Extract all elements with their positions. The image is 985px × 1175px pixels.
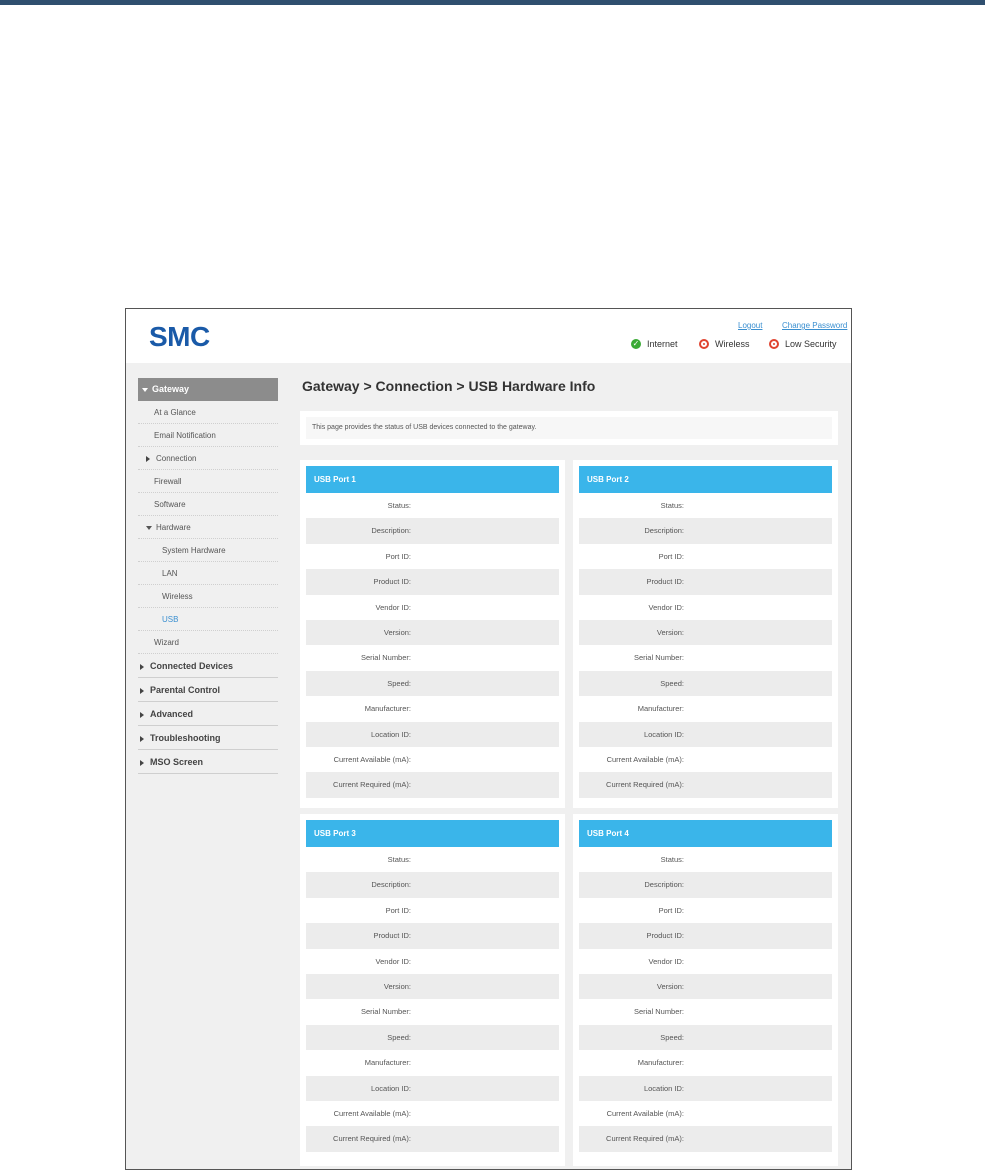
sidebar-item-label: Gateway [152,384,190,394]
chevron-down-icon [142,388,148,392]
field-row [306,898,559,923]
field-row [306,1126,559,1151]
field-label: Product ID: [373,931,411,941]
field-label: Status: [387,855,411,864]
change-password-link[interactable]: Change Password [782,321,848,330]
field-label: Status: [660,501,684,510]
sidebar-item-connected-devices[interactable] [138,654,278,678]
field-label: Vendor ID: [375,602,411,612]
field-row [579,747,832,772]
field-label: Manufacturer: [637,704,684,714]
sidebar-item-label: MSO Screen [150,757,204,767]
field-row [306,923,559,948]
field-row [306,949,559,974]
status-security-label: Low Security [785,339,837,349]
field-row [579,949,832,974]
field-row [579,872,832,897]
usb-port-4-card [573,814,838,1166]
sidebar-item-usb[interactable]: USB [138,608,278,631]
field-label: Status: [387,501,411,510]
field-row [306,872,559,897]
field-row [306,544,559,569]
warning-ring-icon [769,339,779,349]
field-label: Description: [371,880,411,890]
field-label: Status: [660,855,684,864]
field-label: Current Required (mA): [333,780,411,790]
chevron-right-icon [146,456,150,462]
field-label: Location ID: [370,729,411,739]
status-wireless [699,339,750,349]
field-row [579,1076,832,1101]
sidebar-item-software[interactable]: Software [138,493,278,516]
field-label: Vendor ID: [648,602,684,612]
field-row [579,595,832,620]
field-row [306,518,559,543]
usb-port-3-card [300,814,565,1166]
sidebar-item-lan[interactable]: LAN [138,562,278,585]
field-label: Current Required (mA): [606,780,684,790]
field-row [579,544,832,569]
chevron-right-icon [140,664,144,670]
field-row [306,620,559,645]
sidebar-item-label: Parental Control [150,685,221,695]
field-row [306,1076,559,1101]
field-row [306,772,559,797]
field-row [579,974,832,999]
field-row [579,569,832,594]
sidebar-item-label: Advanced [150,709,194,719]
check-icon: ✓ [632,339,640,348]
status-internet [631,339,678,349]
sidebar-item-hardware[interactable] [138,516,278,539]
field-row [306,1050,559,1075]
field-label: Location ID: [643,1083,684,1093]
field-label: Speed: [660,678,684,688]
field-label: Port ID: [385,905,411,915]
chevron-down-icon [146,526,152,530]
field-label: Version: [383,981,411,991]
field-label: Current Available (mA): [333,1108,411,1118]
field-label: Current Available (mA): [606,754,684,764]
field-row [306,645,559,670]
info-text: This page provides the status of USB devices connected to the gateway. [306,417,832,439]
field-row [306,1025,559,1050]
status-security [769,339,837,349]
field-row [306,847,559,872]
status-wireless-label: Wireless [715,339,750,349]
page-title: Gateway > Connection > USB Hardware Info [302,378,596,394]
main-area [126,363,851,1169]
sidebar-item-system-hardware[interactable]: System Hardware [138,539,278,562]
field-row [306,595,559,620]
field-row [579,1101,832,1126]
field-row [579,671,832,696]
field-label: Current Available (mA): [333,754,411,764]
field-row [306,696,559,721]
sidebar-item-label: Connection [156,454,197,463]
usb-port-1-card [300,460,565,808]
field-row [579,620,832,645]
sidebar-item-troubleshooting[interactable] [138,726,278,750]
field-label: Current Available (mA): [606,1108,684,1118]
field-label: Speed: [387,678,411,688]
field-row [306,569,559,594]
field-label: Current Required (mA): [606,1134,684,1144]
field-row [579,696,832,721]
status-internet-label: Internet [647,339,678,349]
sidebar-item-connection[interactable] [138,447,278,470]
smc-logo: SMC [149,321,210,352]
field-row [306,493,559,518]
logout-link[interactable]: Logout [738,321,763,330]
field-row [579,847,832,872]
field-label: Product ID: [646,577,684,587]
info-panel [300,411,838,445]
sidebar-item-parental-control[interactable] [138,678,278,702]
field-label: Description: [644,526,684,536]
sidebar-item-at-a-glance[interactable]: At a Glance [138,401,278,424]
field-label: Product ID: [646,931,684,941]
field-label: Location ID: [370,1083,411,1093]
field-label: Version: [656,627,684,637]
field-row [579,999,832,1024]
field-row [579,1050,832,1075]
field-label: Location ID: [643,729,684,739]
field-label: Speed: [387,1032,411,1042]
sidebar-item-label: Troubleshooting [150,733,221,743]
field-label: Version: [656,981,684,991]
field-label: Speed: [660,1032,684,1042]
field-label: Description: [371,526,411,536]
field-label: Serial Number: [633,653,684,663]
field-label: Manufacturer: [364,1058,411,1068]
usb-port-1-header: USB Port 1 [306,466,559,493]
top-rule [0,0,985,5]
usb-port-3-header: USB Port 3 [306,820,559,847]
sidebar-item-label: Connected Devices [150,661,234,671]
field-row [579,645,832,670]
chevron-right-icon [140,760,144,766]
field-label: Product ID: [373,577,411,587]
usb-port-2-card [573,460,838,808]
field-label: Current Required (mA): [333,1134,411,1144]
field-label: Version: [383,627,411,637]
field-row [579,493,832,518]
field-label: Vendor ID: [375,956,411,966]
field-row [579,898,832,923]
usb-port-4-header: USB Port 4 [579,820,832,847]
field-row [579,1126,832,1151]
chevron-right-icon [140,688,144,694]
field-row [579,722,832,747]
field-label: Serial Number: [360,1007,411,1017]
sidebar-item-wireless[interactable]: Wireless [138,585,278,608]
sidebar-item-gateway[interactable] [138,378,278,401]
field-label: Manufacturer: [364,704,411,714]
field-row [306,1101,559,1126]
field-row [579,518,832,543]
field-row [579,1025,832,1050]
field-label: Description: [644,880,684,890]
usb-port-2-header: USB Port 2 [579,466,832,493]
field-label: Manufacturer: [637,1058,684,1068]
warning-ring-icon [699,339,709,349]
sidebar [138,378,278,774]
field-row [306,747,559,772]
field-label: Port ID: [658,551,684,561]
chevron-right-icon [140,736,144,742]
sidebar-item-mso-screen[interactable] [138,750,278,774]
field-label: Vendor ID: [648,956,684,966]
field-row [306,974,559,999]
field-row [579,923,832,948]
sidebar-item-email-notification[interactable]: Email Notification [138,424,278,447]
field-label: Port ID: [385,551,411,561]
chevron-right-icon [140,712,144,718]
field-row [306,722,559,747]
field-row [579,772,832,797]
header [126,309,851,363]
sidebar-item-label: Hardware [156,523,191,532]
field-row [306,671,559,696]
sidebar-item-advanced[interactable] [138,702,278,726]
sidebar-item-firewall[interactable]: Firewall [138,470,278,493]
field-label: Serial Number: [360,653,411,663]
sidebar-item-wizard[interactable]: Wizard [138,631,278,654]
field-label: Port ID: [658,905,684,915]
app-window [125,308,852,1170]
field-row [306,999,559,1024]
field-label: Serial Number: [633,1007,684,1017]
